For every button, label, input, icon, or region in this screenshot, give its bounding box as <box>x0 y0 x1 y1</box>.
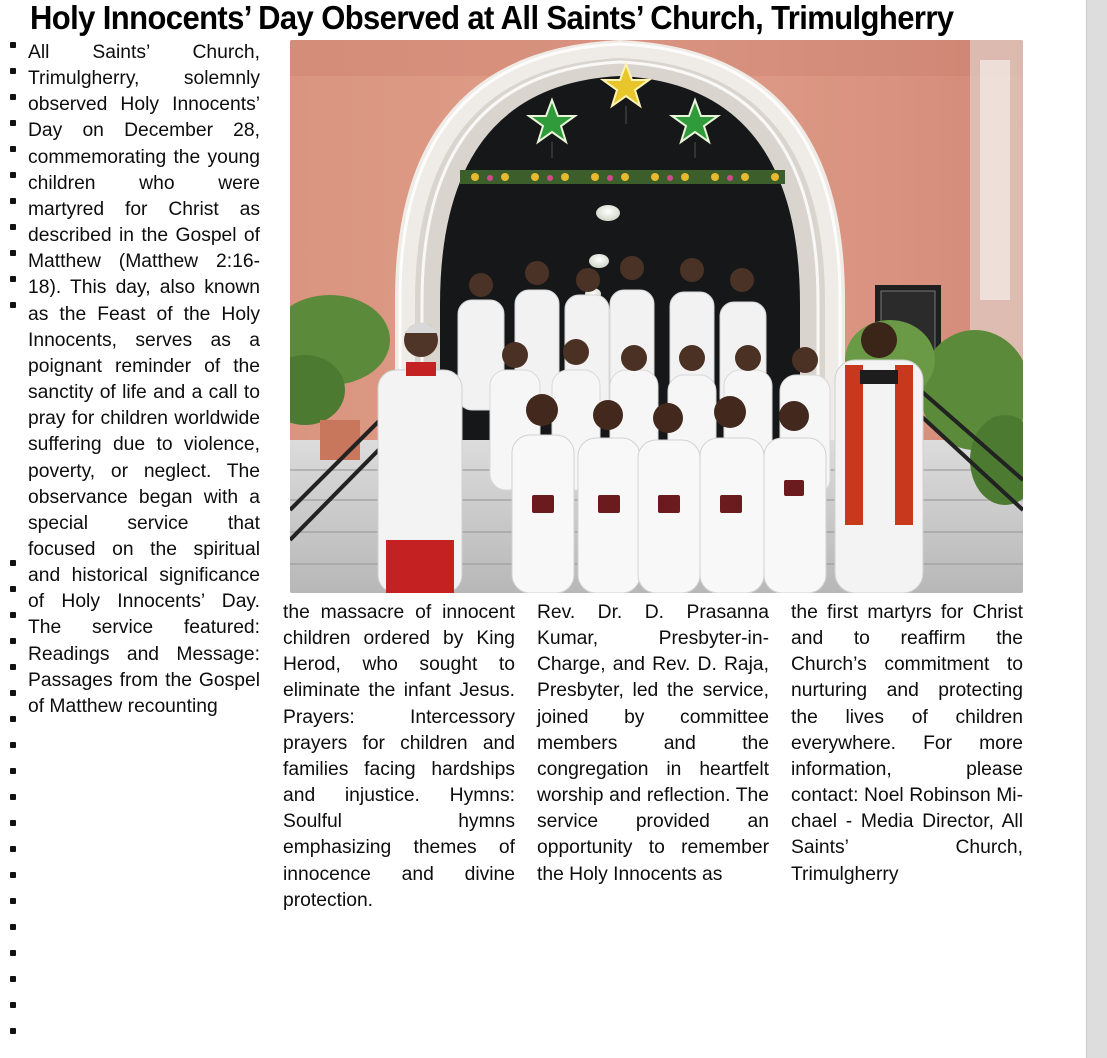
cut-off-text-fragment <box>10 302 16 308</box>
article-column-1: All Saints’ Church, Trimulgherry, solemnly observed Holy Innocents’ Day on December 28, commemorating the young children who were martyred for Christ as described in the Gospel of Matthew (Matthew 2:16-18). This day, also known as the Feast of the Holy Innocents, serves as a poignant reminder of the sanctity of life and a call to pray for children worldwide suffering due to violence, poverty, or neglect. The observance began with a special service that focused on the spiritual and historical significance of Holy Innocents’ Day. The service featured: Readings and Message: Passages from the Gospel of Matthew recounting <box>28 42 260 717</box>
article-column-4: the first martyrs for Christ and to reaffirm the Church’s commitment to nurturing and protecting the lives of children everywhere. For more information, please contact: Noel Robinson Michael - Media Director, All Saints’ Church, Trimulgherry <box>791 602 1023 885</box>
cut-off-text-fragment <box>10 690 16 696</box>
cut-off-text-fragment <box>10 638 16 644</box>
cut-off-text-fragment <box>10 872 16 878</box>
cut-off-text-fragment <box>10 950 16 956</box>
cut-off-text-fragment <box>10 820 16 826</box>
cut-off-text-fragment <box>10 120 16 126</box>
cut-off-text-fragment <box>10 276 16 282</box>
cut-off-text-fragment <box>10 42 16 48</box>
cut-off-text-fragment <box>10 1002 16 1008</box>
cut-off-text-fragment <box>10 560 16 566</box>
cut-off-text-fragment <box>10 924 16 930</box>
cut-off-text-fragment <box>10 768 16 774</box>
previous-column-edge <box>0 40 20 1040</box>
cut-off-text-fragment <box>10 742 16 748</box>
cut-off-text-fragment <box>10 224 16 230</box>
cut-off-text-fragment <box>10 172 16 178</box>
cut-off-text-fragment <box>10 1028 16 1034</box>
cut-off-text-fragment <box>10 664 16 670</box>
article-headline: Holy Innocents’ Day Observed at All Saints’ Church, Trimulgherry <box>30 0 954 37</box>
article-column-2: the massacre of innocent children ordered by King Herod, who sought to eliminate the infant Jesus. Prayers: Intercessory prayers for children and families facing hardships and injustice. Hymns: Soulful hymns emphasizing themes of innocence and divine protection. <box>283 602 515 911</box>
cut-off-text-fragment <box>10 612 16 618</box>
cut-off-text-fragment <box>10 898 16 904</box>
group-photo <box>290 40 1023 593</box>
cut-off-text-fragment <box>10 146 16 152</box>
page-margin <box>1086 0 1107 1058</box>
cut-off-text-fragment <box>10 976 16 982</box>
cut-off-text-fragment <box>10 794 16 800</box>
cut-off-text-fragment <box>10 250 16 256</box>
cut-off-text-fragment <box>10 716 16 722</box>
cut-off-text-fragment <box>10 586 16 592</box>
cut-off-text-fragment <box>10 94 16 100</box>
cut-off-text-fragment <box>10 846 16 852</box>
cut-off-text-fragment <box>10 198 16 204</box>
cut-off-text-fragment <box>10 68 16 74</box>
article-column-3: Rev. Dr. D. Prasanna Kumar, Presbyter-in-Charge, and Rev. D. Raja, Presbyter, led the service, joined by committee members and the congregation in heartfelt worship and reflection. The service provided an opportunity to remember the Holy Innocents as <box>537 602 769 885</box>
